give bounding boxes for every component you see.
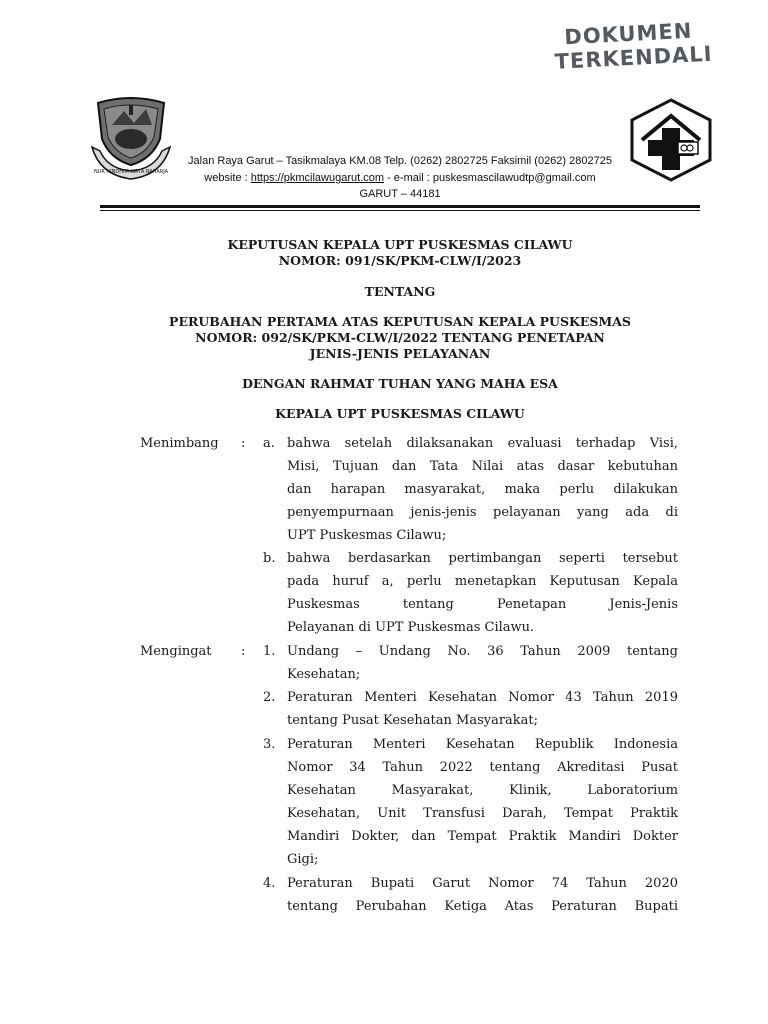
decision-number: NOMOR: 091/SK/PKM-CLW/I/2023	[278, 253, 522, 268]
mengingat-colon: :	[241, 644, 246, 659]
subject-line-2: NOMOR: 092/SK/PKM-CLW/I/2022 TENTANG PENETAPAN	[195, 330, 605, 345]
mengingat-1-line: Undang – Undang No. 36 Tahun 2009 tentang	[287, 644, 678, 659]
mengingat-1-line: Kesehatan;	[287, 667, 361, 682]
rahmat-heading: DENGAN RAHMAT TUHAN YANG MAHA ESA	[242, 376, 558, 391]
decision-title: KEPUTUSAN KEPALA UPT PUSKESMAS CILAWU	[227, 237, 573, 252]
letterhead-rule-thin	[100, 210, 700, 211]
kepala-heading: KEPALA UPT PUSKESMAS CILAWU	[275, 406, 525, 421]
website-link[interactable]: https://pkmcilawugarut.com	[250, 172, 385, 184]
mengingat-label: Mengingat	[140, 644, 212, 659]
website-label: website :	[204, 172, 251, 184]
tentang-heading: TENTANG	[364, 284, 436, 299]
menimbang-a-line: dan harapan masyarakat, maka perlu dilakukan	[287, 482, 678, 497]
menimbang-label: Menimbang	[140, 436, 219, 451]
menimbang-b-line: pada huruf a, perlu menetapkan Keputusan Kepala	[287, 574, 678, 589]
menimbang-b-line: Pelayanan di UPT Puskesmas Cilawu.	[287, 620, 535, 635]
mengingat-marker-3: 3.	[263, 737, 276, 752]
letterhead-city: GARUT – 44181	[359, 188, 441, 200]
puskesmas-logo	[628, 98, 714, 182]
email-text: - e-mail : puskesmascilawudtp@gmail.com	[384, 172, 596, 184]
mengingat-3-line: Gigi;	[287, 852, 319, 867]
subject-line-1: PERUBAHAN PERTAMA ATAS KEPUTUSAN KEPALA PUSKESMAS	[169, 314, 631, 329]
letterhead-rule-thick	[100, 205, 700, 208]
menimbang-b-line: Puskesmas tentang Penetapan Jenis-Jenis	[287, 597, 678, 612]
mengingat-3-line: Peraturan Menteri Kesehatan Republik Indonesia	[287, 737, 678, 752]
menimbang-a-line: bahwa setelah dilaksanakan evaluasi terhadap Visi,	[287, 436, 678, 451]
emblem-motto: NUR HINDHIM KIRTA RAHARJA	[93, 169, 169, 175]
stamp-line-1: DOKUMEN	[563, 18, 693, 50]
mengingat-3-line: Nomor 34 Tahun 2022 tentang Akreditasi Pusat	[287, 760, 678, 775]
letterhead-address: Jalan Raya Garut – Tasikmalaya KM.08 Telp. (0262) 2802725 Faksimil (0262) 2802725	[188, 155, 612, 167]
mengingat-4-line: tentang Perubahan Ketiga Atas Peraturan Bupati	[287, 899, 678, 914]
mengingat-marker-2: 2.	[263, 690, 276, 705]
menimbang-marker-a: a.	[263, 436, 275, 451]
menimbang-b-line: bahwa berdasarkan pertimbangan seperti tersebut	[287, 551, 678, 566]
controlled-document-stamp	[553, 18, 714, 74]
mengingat-marker-1: 1.	[263, 644, 276, 659]
menimbang-marker-b: b.	[263, 551, 276, 566]
stamp-line-2: TERKENDALI	[554, 41, 714, 74]
garut-regency-emblem-logo	[90, 95, 172, 183]
letterhead-contact	[150, 172, 650, 184]
menimbang-colon: :	[241, 436, 246, 451]
mengingat-2-line: Peraturan Menteri Kesehatan Nomor 43 Tahun 2019	[287, 690, 678, 705]
mengingat-3-line: Kesehatan, Unit Transfusi Darah, Tempat Praktik	[287, 806, 678, 821]
menimbang-a-line: Misi, Tujuan dan Tata Nilai atas dasar kebutuhan	[287, 459, 678, 474]
mengingat-2-line: tentang Pusat Kesehatan Masyarakat;	[287, 713, 539, 728]
menimbang-a-line: penyempurnaan jenis-jenis pelayanan yang ada di	[287, 505, 678, 520]
mengingat-3-line: Kesehatan Masyarakat, Klinik, Laboratorium	[287, 783, 678, 798]
menimbang-a-line: UPT Puskesmas Cilawu;	[287, 528, 447, 543]
mengingat-3-line: Mandiri Dokter, dan Tempat Praktik Mandiri Dokter	[287, 829, 678, 844]
subject-line-3: JENIS-JENIS PELAYANAN	[309, 346, 491, 361]
mengingat-marker-4: 4.	[263, 876, 276, 891]
mengingat-4-line: Peraturan Bupati Garut Nomor 74 Tahun 2020	[287, 876, 678, 891]
